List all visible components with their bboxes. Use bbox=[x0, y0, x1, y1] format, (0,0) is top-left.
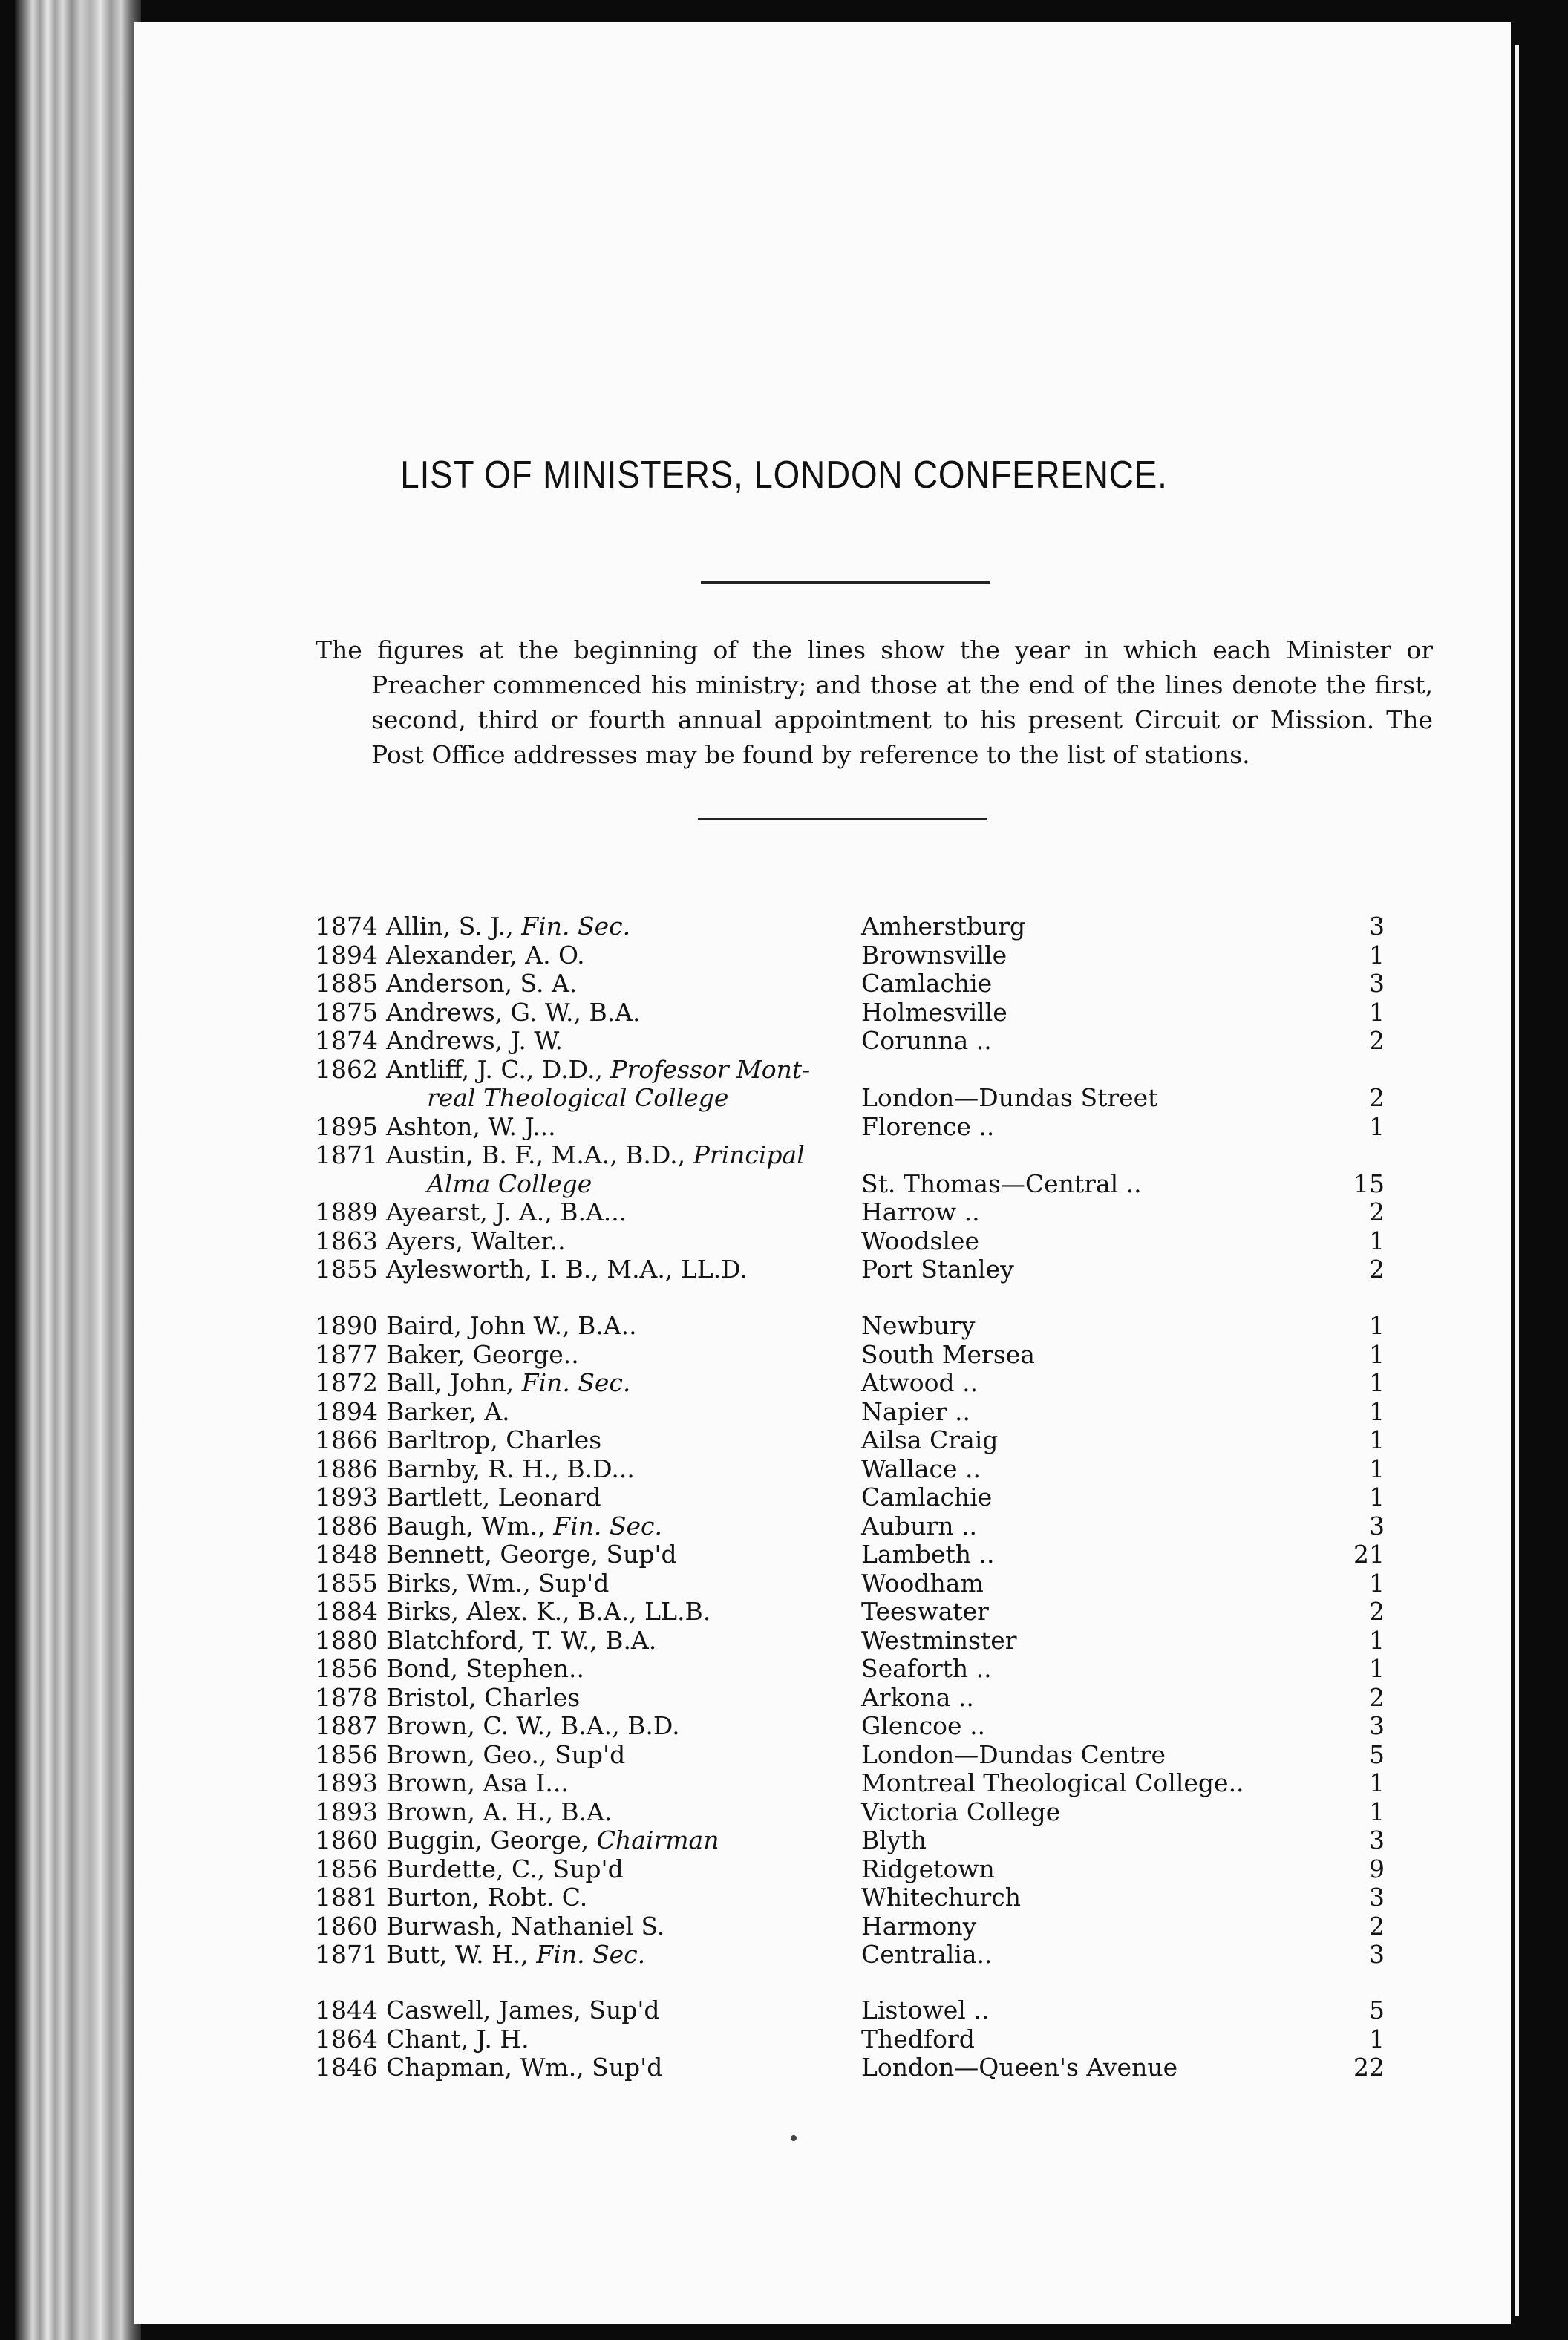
entry-year: 1886 bbox=[316, 1454, 378, 1483]
minister-row bbox=[316, 1169, 1385, 1198]
appointment-year-count: 1 bbox=[1369, 940, 1385, 970]
minister-name: Brown, C. W., B.A., B.D. bbox=[386, 1711, 680, 1740]
minister-name: Blatchford, T. W., B.A. bbox=[386, 1625, 657, 1655]
appointment-year-count: 1 bbox=[1369, 997, 1385, 1027]
minister-name: Chapman, Wm., Sup'd bbox=[386, 2053, 663, 2082]
appointment-year-count: 21 bbox=[1353, 1540, 1385, 1569]
entry-year: 1877 bbox=[316, 1339, 378, 1369]
circuit-name: Arkona .. bbox=[861, 1682, 974, 1712]
minister-name: Ashton, W. J... bbox=[386, 1111, 556, 1141]
minister-name bbox=[427, 1169, 592, 1198]
circuit-name: Napier .. bbox=[861, 1396, 971, 1426]
minister-name: Allin, S. J., Fin. Sec. bbox=[386, 912, 631, 941]
minister-role: Principal bbox=[693, 1140, 805, 1169]
minister-row bbox=[316, 1425, 1385, 1454]
appointment-year-count: 22 bbox=[1353, 2053, 1385, 2082]
circuit-name: Glencoe .. bbox=[861, 1711, 986, 1740]
minister-name: Austin, B. F., M.A., B.D., Principal bbox=[386, 1140, 805, 1169]
circuit-name: Corunna .. bbox=[861, 1026, 992, 1055]
entry-year: 1893 bbox=[316, 1797, 378, 1826]
circuit-name: Harmony bbox=[861, 1911, 977, 1941]
circuit-name: Florence .. bbox=[861, 1111, 995, 1141]
circuit-name: Brownsville bbox=[861, 940, 1007, 970]
circuit-name: Atwood .. bbox=[861, 1368, 979, 1397]
entry-year: 1856 bbox=[316, 1654, 378, 1683]
appointment-year-count: 2 bbox=[1369, 1197, 1385, 1226]
minister-row bbox=[316, 1883, 1385, 1912]
entry-year: 1886 bbox=[316, 1511, 378, 1540]
group-a bbox=[316, 912, 1385, 1284]
minister-row bbox=[316, 2053, 1385, 2082]
entry-year: 1855 bbox=[316, 1255, 378, 1284]
minister-row bbox=[316, 1112, 1385, 1141]
minister-name: Andrews, J. W. bbox=[386, 1026, 563, 1055]
entry-year: 1844 bbox=[316, 1996, 378, 2024]
minister-row bbox=[316, 1711, 1385, 1740]
entry-year: 1871 bbox=[316, 1940, 378, 1969]
group-b bbox=[316, 1311, 1385, 1969]
entry-year: 1890 bbox=[316, 1311, 378, 1340]
minister-row bbox=[316, 1026, 1385, 1055]
minister-name: Andrews, G. W., B.A. bbox=[386, 997, 641, 1027]
minister-row bbox=[316, 1454, 1385, 1483]
appointment-year-count: 1 bbox=[1369, 1368, 1385, 1397]
appointment-year-count: 2 bbox=[1369, 1083, 1385, 1112]
appointment-year-count: 1 bbox=[1369, 1454, 1385, 1483]
minister-name: Bartlett, Leonard bbox=[386, 1483, 601, 1511]
minister-name: Butt, W. H., Fin. Sec. bbox=[386, 1940, 646, 1969]
minister-row bbox=[316, 1912, 1385, 1941]
minister-name: Bennett, George, Sup'd bbox=[386, 1540, 677, 1569]
minister-role: Fin. Sec. bbox=[553, 1511, 663, 1540]
minister-row bbox=[316, 1854, 1385, 1883]
minister-row bbox=[316, 2024, 1385, 2053]
minister-name: Ayearst, J. A., B.A... bbox=[386, 1197, 627, 1226]
intro-paragraph: The figures at the beginning of the lines show the year in which each Minister or Preacher commenced his ministry; and those at the end of the lines denote the first, second, third or fourth annual appointment to his present Circuit or Mission. The Post Office addresses may be found by reference to the list of stations. bbox=[316, 635, 1433, 769]
appointment-year-count: 1 bbox=[1369, 1339, 1385, 1369]
minister-name: Anderson, S. A. bbox=[386, 969, 578, 998]
minister-name: Baker, George.. bbox=[386, 1339, 579, 1369]
minister-row bbox=[316, 998, 1385, 1027]
minister-row bbox=[316, 1255, 1385, 1284]
minister-name: Caswell, James, Sup'd bbox=[386, 1996, 660, 2024]
minister-name: Ball, John, Fin. Sec. bbox=[386, 1368, 631, 1397]
appointment-year-count: 3 bbox=[1369, 1711, 1385, 1740]
circuit-name: Auburn .. bbox=[861, 1511, 977, 1540]
minister-row bbox=[316, 1368, 1385, 1397]
appointment-year-count: 2 bbox=[1369, 1255, 1385, 1284]
circuit-name: Teeswater bbox=[861, 1597, 989, 1626]
entry-year: 1884 bbox=[316, 1597, 378, 1626]
circuit-name: Lambeth .. bbox=[861, 1540, 995, 1569]
minister-name: Bond, Stephen.. bbox=[386, 1654, 585, 1683]
appointment-year-count: 2 bbox=[1369, 1682, 1385, 1712]
minister-name: Baugh, Wm., Fin. Sec. bbox=[386, 1511, 663, 1540]
appointment-year-count: 5 bbox=[1369, 1996, 1385, 2024]
entry-year: 1862 bbox=[316, 1054, 378, 1084]
entry-year: 1871 bbox=[316, 1140, 378, 1169]
entry-year: 1874 bbox=[316, 912, 378, 941]
minister-name: Birks, Alex. K., B.A., LL.B. bbox=[386, 1597, 711, 1626]
minister-role: Fin. Sec. bbox=[521, 912, 631, 941]
minister-row bbox=[316, 1683, 1385, 1712]
minister-name: Alexander, A. O. bbox=[386, 940, 585, 970]
minister-name: Aylesworth, I. B., M.A., LL.D. bbox=[386, 1255, 748, 1284]
intro-rule bbox=[698, 818, 987, 820]
minister-role: real Theological College bbox=[427, 1083, 729, 1112]
minister-row bbox=[316, 1226, 1385, 1255]
minister-name: Burwash, Nathaniel S. bbox=[386, 1911, 665, 1941]
appointment-year-count: 3 bbox=[1369, 1883, 1385, 1912]
entry-year: 1846 bbox=[316, 2053, 378, 2082]
appointment-year-count: 1 bbox=[1369, 1568, 1385, 1598]
circuit-name: Blyth bbox=[861, 1826, 927, 1854]
appointment-year-count: 9 bbox=[1369, 1854, 1385, 1883]
appointment-year-count: 15 bbox=[1353, 1169, 1385, 1198]
entry-year: 1885 bbox=[316, 969, 378, 998]
appointment-year-count: 1 bbox=[1369, 1797, 1385, 1826]
minister-row bbox=[316, 1740, 1385, 1769]
minister-row bbox=[316, 1940, 1385, 1969]
appointment-year-count: 1 bbox=[1369, 1111, 1385, 1141]
minister-row bbox=[316, 941, 1385, 970]
minister-row bbox=[316, 1540, 1385, 1569]
minister-row bbox=[316, 1654, 1385, 1683]
right-page-border bbox=[1515, 45, 1519, 2316]
appointment-year-count: 2 bbox=[1369, 1911, 1385, 1941]
minister-row bbox=[316, 1996, 1385, 2024]
entry-year: 1848 bbox=[316, 1540, 378, 1569]
circuit-name: Holmesville bbox=[861, 997, 1007, 1027]
minister-name: Bristol, Charles bbox=[386, 1682, 581, 1712]
entry-year: 1878 bbox=[316, 1682, 378, 1712]
entry-year: 1889 bbox=[316, 1197, 378, 1226]
appointment-year-count: 1 bbox=[1369, 1396, 1385, 1426]
entry-year: 1881 bbox=[316, 1883, 378, 1912]
circuit-name: Listowel .. bbox=[861, 1996, 990, 2024]
appointment-year-count: 3 bbox=[1369, 912, 1385, 941]
circuit-name: Ailsa Craig bbox=[861, 1425, 999, 1454]
circuit-name: Camlachie bbox=[861, 969, 993, 998]
entry-year: 1866 bbox=[316, 1425, 378, 1454]
circuit-name: Whitechurch bbox=[861, 1883, 1022, 1912]
minister-row bbox=[316, 1511, 1385, 1540]
entry-year: 1864 bbox=[316, 2024, 378, 2053]
minister-name: Brown, Geo., Sup'd bbox=[386, 1739, 626, 1769]
minister-name: Brown, A. H., B.A. bbox=[386, 1797, 612, 1826]
entry-year: 1880 bbox=[316, 1625, 378, 1655]
page-mark bbox=[791, 2135, 797, 2141]
appointment-year-count: 5 bbox=[1369, 1739, 1385, 1769]
appointment-year-count: 1 bbox=[1369, 1654, 1385, 1683]
minister-row bbox=[316, 1340, 1385, 1369]
circuit-name: Woodham bbox=[861, 1568, 984, 1598]
minister-name bbox=[427, 1083, 728, 1112]
entry-year: 1856 bbox=[316, 1739, 378, 1769]
entry-year: 1872 bbox=[316, 1368, 378, 1397]
entry-year: 1856 bbox=[316, 1854, 378, 1883]
minister-name: Burdette, C., Sup'd bbox=[386, 1854, 624, 1883]
minister-name: Ayers, Walter.. bbox=[386, 1226, 566, 1255]
minister-row bbox=[316, 1140, 1385, 1169]
entry-year: 1893 bbox=[316, 1483, 378, 1511]
minister-name: Birks, Wm., Sup'd bbox=[386, 1568, 610, 1598]
appointment-year-count: 3 bbox=[1369, 1826, 1385, 1854]
circuit-name: Centralia.. bbox=[861, 1940, 993, 1969]
appointment-year-count: 1 bbox=[1369, 1311, 1385, 1340]
entry-year: 1860 bbox=[316, 1826, 378, 1854]
entry-year: 1860 bbox=[316, 1911, 378, 1941]
circuit-name: Woodslee bbox=[861, 1226, 980, 1255]
entry-year: 1894 bbox=[316, 940, 378, 970]
circuit-name: Seaforth .. bbox=[861, 1654, 992, 1683]
appointment-year-count: 3 bbox=[1369, 1511, 1385, 1540]
minister-name: Barnby, R. H., B.D... bbox=[386, 1454, 635, 1483]
circuit-name: London—Dundas Centre bbox=[861, 1739, 1166, 1769]
minister-name: Antliff, J. C., D.D., Professor Mont- bbox=[386, 1054, 811, 1084]
minister-row bbox=[316, 969, 1385, 998]
minister-row bbox=[316, 1483, 1385, 1511]
circuit-name: London—Queen's Avenue bbox=[861, 2053, 1178, 2082]
entry-year: 1895 bbox=[316, 1111, 378, 1141]
minister-row bbox=[316, 1768, 1385, 1797]
minister-row bbox=[316, 1397, 1385, 1426]
appointment-year-count: 1 bbox=[1369, 2024, 1385, 2053]
circuit-name: Camlachie bbox=[861, 1483, 993, 1511]
minister-role: Fin. Sec. bbox=[521, 1368, 631, 1397]
entry-year: 1874 bbox=[316, 1026, 378, 1055]
circuit-name: Ridgetown bbox=[861, 1854, 995, 1883]
circuit-name: Victoria College bbox=[861, 1797, 1061, 1826]
circuit-name: Newbury bbox=[861, 1311, 976, 1340]
appointment-year-count: 1 bbox=[1369, 1226, 1385, 1255]
appointment-year-count: 1 bbox=[1369, 1425, 1385, 1454]
minister-row bbox=[316, 1197, 1385, 1226]
page-title: LIST OF MINISTERS, LONDON CONFERENCE. bbox=[400, 454, 1168, 497]
appointment-year-count: 1 bbox=[1369, 1625, 1385, 1655]
minister-name: Chant, J. H. bbox=[386, 2024, 529, 2053]
appointment-year-count: 3 bbox=[1369, 969, 1385, 998]
entry-year: 1855 bbox=[316, 1568, 378, 1598]
minister-row bbox=[316, 1626, 1385, 1655]
minister-name: Barltrop, Charles bbox=[386, 1425, 602, 1454]
entry-year: 1893 bbox=[316, 1768, 378, 1797]
group-c bbox=[316, 1996, 1385, 2082]
minister-role: Fin. Sec. bbox=[536, 1940, 646, 1969]
minister-name: Burton, Robt. C. bbox=[386, 1883, 588, 1912]
entry-year: 1875 bbox=[316, 997, 378, 1027]
circuit-name: Thedford bbox=[861, 2024, 975, 2053]
minister-name: Buggin, George, Chairman bbox=[386, 1826, 719, 1854]
minister-row bbox=[316, 1083, 1385, 1112]
title-rule bbox=[701, 581, 990, 584]
circuit-name: Harrow .. bbox=[861, 1197, 980, 1226]
circuit-name: London—Dundas Street bbox=[861, 1083, 1158, 1112]
circuit-name: South Mersea bbox=[861, 1339, 1035, 1369]
minister-row bbox=[316, 1311, 1385, 1340]
appointment-year-count: 2 bbox=[1369, 1026, 1385, 1055]
entry-year: 1863 bbox=[316, 1226, 378, 1255]
circuit-name: St. Thomas—Central .. bbox=[861, 1169, 1142, 1198]
circuit-name: Port Stanley bbox=[861, 1255, 1014, 1284]
circuit-name: Amherstburg bbox=[861, 912, 1026, 941]
minister-role: Professor Mont- bbox=[610, 1054, 811, 1084]
minister-name: Barker, A. bbox=[386, 1396, 510, 1426]
minister-role: Chairman bbox=[596, 1826, 719, 1854]
minister-row bbox=[316, 1569, 1385, 1598]
appointment-year-count: 1 bbox=[1369, 1768, 1385, 1797]
minister-row bbox=[316, 912, 1385, 941]
right-page-edge bbox=[1518, 0, 1568, 2340]
circuit-name: Wallace .. bbox=[861, 1454, 981, 1483]
minister-row bbox=[316, 1597, 1385, 1626]
book-binding-edge bbox=[15, 0, 141, 2340]
circuit-name: Montreal Theological College.. bbox=[861, 1768, 1244, 1797]
appointment-year-count: 2 bbox=[1369, 1597, 1385, 1626]
minister-name: Baird, John W., B.A.. bbox=[386, 1311, 637, 1340]
entry-year: 1894 bbox=[316, 1396, 378, 1426]
minister-row bbox=[316, 1055, 1385, 1084]
entry-year: 1887 bbox=[316, 1711, 378, 1740]
appointment-year-count: 3 bbox=[1369, 1940, 1385, 1969]
minister-row bbox=[316, 1826, 1385, 1854]
minister-role: Alma College bbox=[427, 1169, 592, 1198]
circuit-name: Westminster bbox=[861, 1625, 1017, 1655]
appointment-year-count: 1 bbox=[1369, 1483, 1385, 1511]
minister-row bbox=[316, 1797, 1385, 1826]
minister-name: Brown, Asa I... bbox=[386, 1768, 569, 1797]
